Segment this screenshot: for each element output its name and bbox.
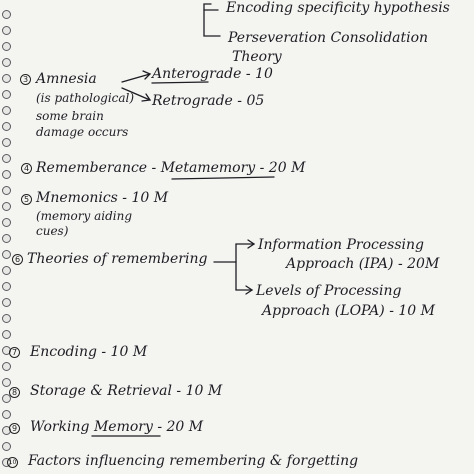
metamemory-underline — [172, 177, 274, 179]
binding-hole — [2, 58, 11, 67]
binding-hole — [2, 266, 11, 275]
item-number-8: 8 — [9, 387, 20, 398]
retrograde-text: Retrograde - 05 — [152, 93, 265, 109]
binding-hole — [2, 90, 11, 99]
binding-hole — [2, 186, 11, 195]
mnemonics-text: Mnemonics - 10 M — [36, 190, 169, 206]
binding-hole — [2, 218, 11, 227]
anterograde-underline — [152, 82, 208, 83]
binding-hole — [2, 26, 11, 35]
lopa-arrowhead — [246, 286, 252, 294]
binding-hole — [2, 154, 11, 163]
item-number-4: 4 — [21, 163, 32, 174]
top-bracket — [204, 4, 220, 36]
rememberance-text: Rememberance - Metamemory - 20 M — [36, 160, 306, 176]
binding-hole — [2, 250, 11, 259]
amnesia-pathological: (is pathological) — [36, 91, 135, 105]
binding-hole — [2, 330, 11, 339]
binding-hole — [2, 298, 11, 307]
amnesia-title: Amnesia — [36, 71, 97, 87]
encoding-text: Encoding - 10 M — [30, 344, 148, 360]
binding-hole — [2, 74, 11, 83]
storage-retrieval-text: Storage & Retrieval - 10 M — [30, 383, 223, 399]
binding-hole — [2, 122, 11, 131]
binding-hole — [2, 170, 11, 179]
ipa-arrowhead — [248, 240, 254, 248]
theory-text: Theory — [232, 49, 282, 65]
item-number-7: 7 — [9, 347, 20, 358]
binding-hole — [2, 314, 11, 323]
lopa-line2: Approach (LOPA) - 10 M — [262, 303, 435, 319]
binding-hole — [2, 106, 11, 115]
mnemonics-note-line2: cues) — [36, 224, 69, 238]
encoding-specificity-text: Encoding specificity hypothesis — [226, 0, 450, 16]
item-number-6: 6 — [12, 254, 23, 265]
binding-hole — [2, 10, 11, 19]
binding-hole — [2, 378, 11, 387]
binding-hole — [2, 282, 11, 291]
theories-text: Theories of remembering — [27, 251, 208, 267]
anterograde-arrowhead — [143, 71, 150, 79]
retrograde-arrowhead — [142, 94, 150, 101]
working-memory-text: Working Memory - 20 M — [30, 419, 204, 435]
anterograde-arrow — [122, 74, 150, 82]
binding-hole — [2, 138, 11, 147]
amnesia-cause-line2: damage occurs — [36, 125, 129, 139]
binding-hole — [2, 362, 11, 371]
factors-text: Factors influencing remembering & forgetting — [28, 453, 359, 469]
binding-hole — [2, 442, 11, 451]
item-number-3: 3 — [20, 74, 31, 85]
perseveration-text: Perseveration Consolidation — [228, 30, 429, 46]
binding-hole — [2, 42, 11, 51]
ipa-line1: Information Processing — [258, 237, 424, 253]
ipa-line2: Approach (IPA) - 20M — [286, 256, 440, 272]
item-number-9: 9 — [9, 423, 20, 434]
lopa-line1: Levels of Processing — [256, 283, 402, 299]
spiral-binding — [0, 0, 14, 474]
item-number-5: 5 — [21, 194, 32, 205]
binding-hole — [2, 410, 11, 419]
mnemonics-note-line1: (memory aiding — [36, 209, 133, 223]
binding-hole — [2, 234, 11, 243]
item-number-10: 10 — [8, 459, 17, 466]
amnesia-cause-line1: some brain — [36, 109, 104, 123]
binding-hole — [2, 202, 11, 211]
anterograde-text: Anterograde - 10 — [152, 66, 273, 82]
